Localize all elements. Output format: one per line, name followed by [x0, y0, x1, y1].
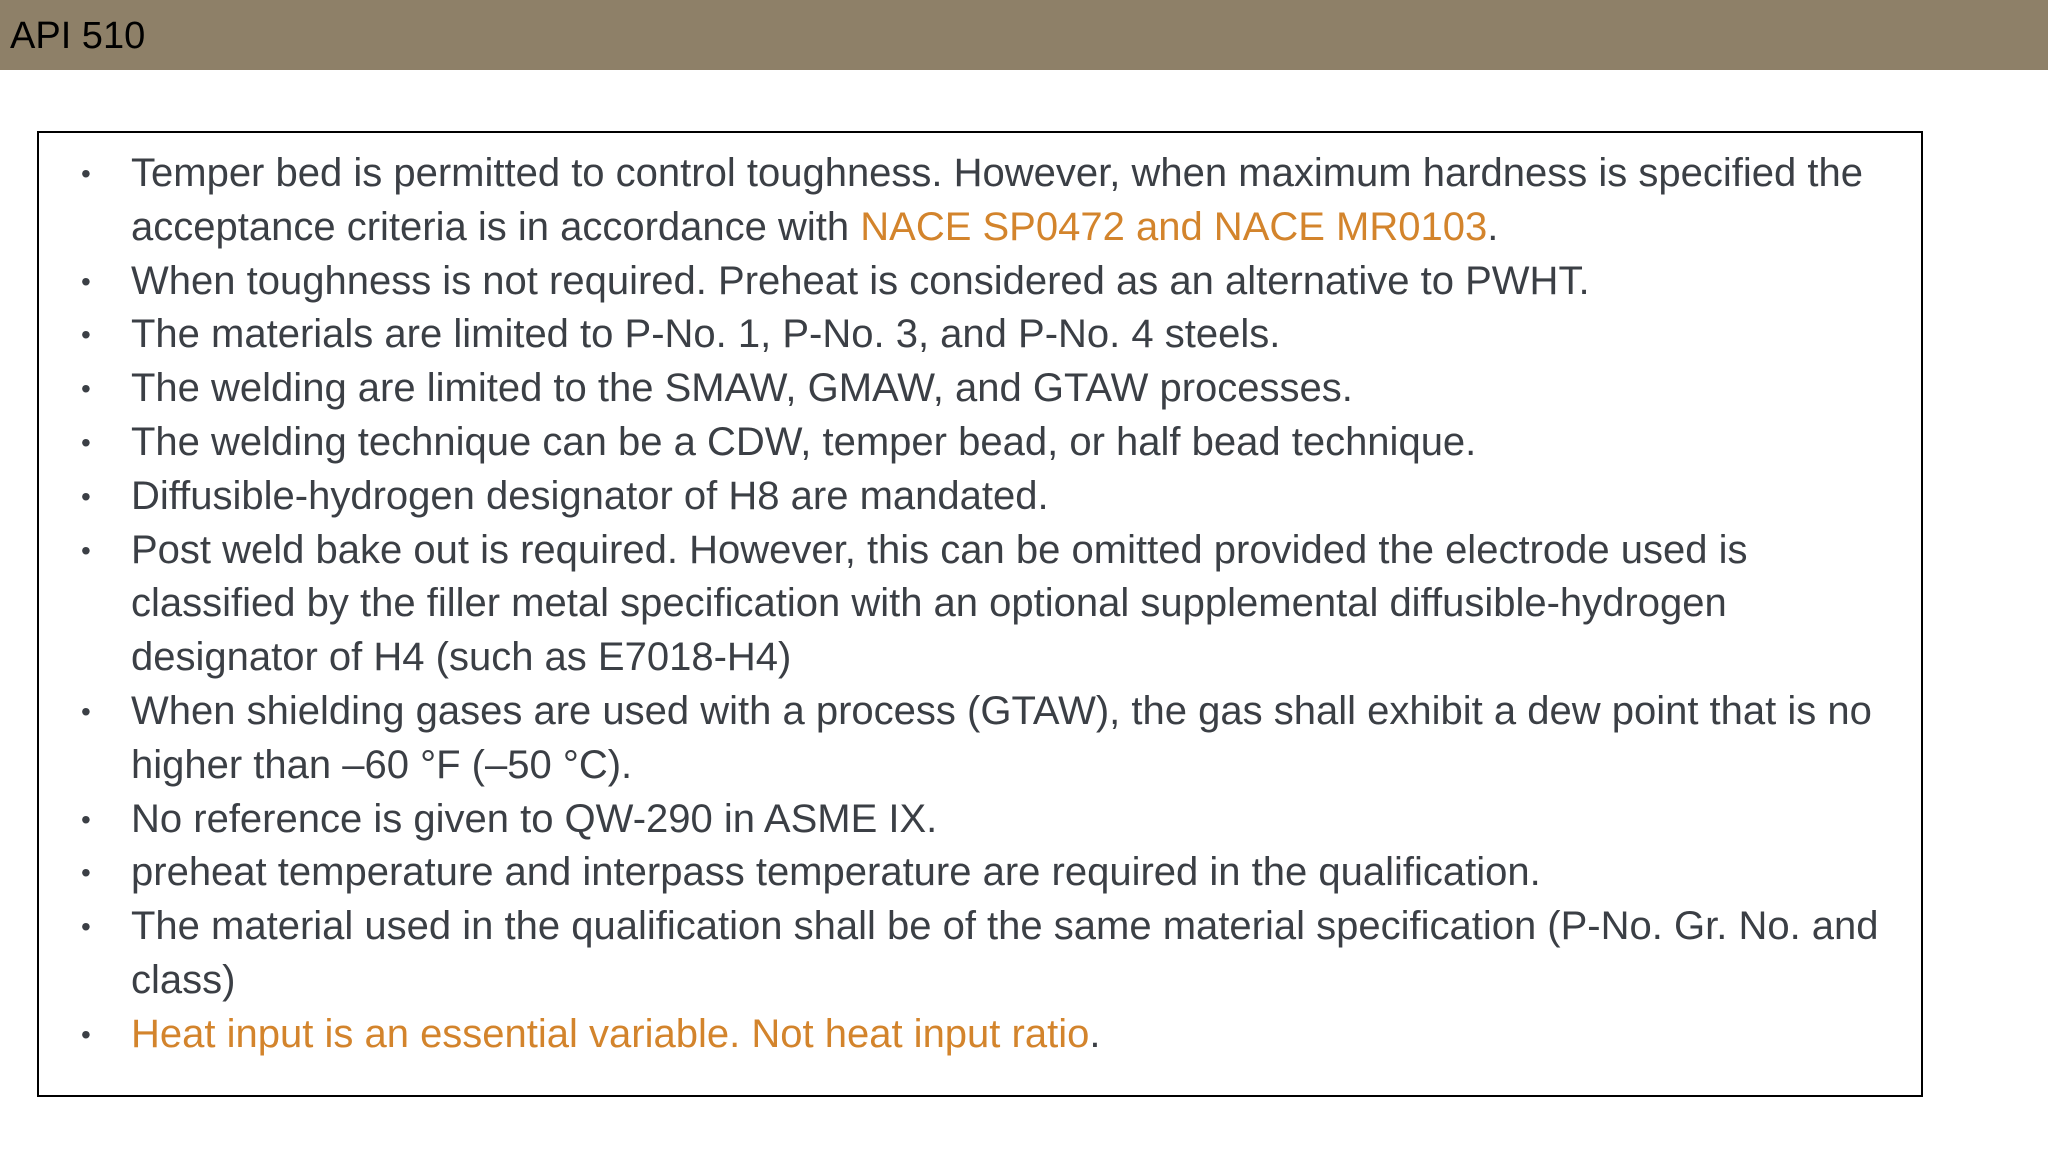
bullet-item	[39, 793, 1919, 847]
bullet-item	[39, 308, 1919, 362]
bullet-item	[39, 416, 1919, 470]
bullet-item	[39, 255, 1919, 309]
content-box	[37, 131, 1923, 1097]
bullet-text: When toughness is not required. Preheat is considered as an alternative to PWHT.	[131, 258, 1590, 303]
bullet-text: The materials are limited to P-No. 1, P-No. 3, and P-No. 4 steels.	[131, 312, 1281, 357]
bullet-text: preheat temperature and interpass temperature are required in the qualification.	[131, 850, 1541, 895]
title-bar	[0, 0, 2048, 70]
bullet-icon: •	[81, 911, 91, 943]
bullet-icon: •	[81, 426, 91, 458]
bullet-icon: •	[81, 1018, 91, 1050]
bullet-icon: •	[81, 319, 91, 351]
bullet-icon: •	[81, 534, 91, 566]
bullet-item	[39, 900, 1919, 1008]
bullet-item	[39, 147, 1919, 255]
bullet-icon: •	[81, 695, 91, 727]
bullet-text: When shielding gases are used with a process (GTAW), the gas shall exhibit a dew point that is no higher than –60 °F (–50 °C).	[131, 688, 1872, 787]
bullet-suffix: .	[1089, 1011, 1101, 1056]
bullet-icon: •	[81, 373, 91, 405]
bullet-text: Temper bed is permitted to control toughness. However, when maximum hardness is specified the acceptance criteria is in accordance with	[131, 151, 1863, 249]
bullet-item	[39, 1008, 1919, 1062]
bullet-item	[39, 846, 1919, 900]
bullet-icon: •	[81, 857, 91, 889]
bullet-icon: •	[81, 803, 91, 835]
bullet-suffix: .	[1487, 204, 1499, 249]
bullet-item	[39, 524, 1919, 685]
bullet-item	[39, 470, 1919, 524]
bullet-item	[39, 685, 1919, 793]
bullet-text: Diffusible-hydrogen designator of H8 are mandated.	[131, 473, 1049, 518]
page-title: API 510	[10, 15, 146, 57]
bullet-list	[39, 147, 1919, 1062]
bullet-text: Post weld bake out is required. However, this can be omitted provided the electrode used is classified by the filler metal specification with an optional supplemental diffusible-hydrogen designator of H4 (such as E7018-H4)	[131, 527, 1748, 680]
bullet-text: The welding technique can be a CDW, temper bead, or half bead technique.	[131, 419, 1477, 464]
bullet-icon: •	[81, 480, 91, 512]
bullet-item	[39, 362, 1919, 416]
bullet-highlight: Heat input is an essential variable. Not heat input ratio	[131, 1011, 1090, 1056]
bullet-text: The welding are limited to the SMAW, GMAW, and GTAW processes.	[131, 366, 1353, 411]
bullet-text: No reference is given to QW-290 in ASME IX.	[131, 796, 938, 841]
bullet-highlight: NACE SP0472 and NACE MR0103	[860, 204, 1488, 249]
bullet-text: The material used in the qualification shall be of the same material specification (P-No. Gr. No. and class)	[131, 904, 1879, 1002]
bullet-icon: •	[81, 158, 91, 189]
bullet-icon: •	[81, 265, 91, 297]
